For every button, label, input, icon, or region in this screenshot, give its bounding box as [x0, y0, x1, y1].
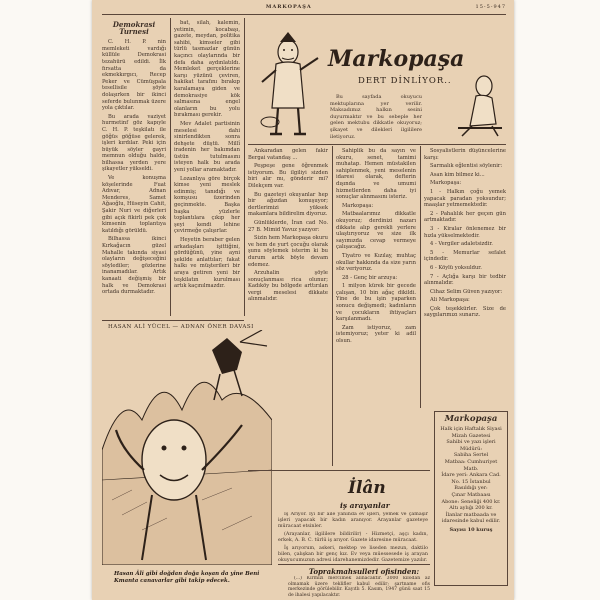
- article-paragraph: Matbaalarımız dikkatle okuyoruz; derdinizi nazarı dikkate alıp gerekli yerlere ulaştırıyoruz ve size ilk sayımızda cevap vermeye çalışacağız.: [336, 211, 416, 251]
- readers-letters-column: [248, 148, 328, 318]
- column-divider: [332, 146, 333, 466]
- article-paragraph: Günlüklerde, İran cad No. 27 B. Mimid Yavuz yazıyor:: [248, 219, 328, 233]
- colophon-line: Çınar Matbaası: [451, 491, 491, 498]
- article-paragraph: 6 - Köylü yoksuldur.: [430, 264, 482, 271]
- header-rule: [102, 14, 506, 15]
- article-paragraph: Ankaradan gelen fakir Bergai vatandaş ...: [248, 148, 328, 161]
- ads-body: [278, 512, 428, 564]
- ad-paragraph: İş Arıyor. İyi bir aile yanında ev işleri, yemek ve çamaşır işleri yapacak bir kadın aranıyor. Arayanlar gazeteye müracaat etsinler.: [278, 512, 428, 529]
- article-paragraph: Cihaz Selim Güven yazıyor:: [430, 288, 503, 295]
- colophon-line: Basıldığı yer:: [454, 485, 488, 492]
- ad-paragraph: (Arayanlar, ilgililere bildirilir) - Hizmetçi, aşçı kadın, erkek, A. B. C. türlü iş arıyor. Gazete idaresine müracaat.: [278, 532, 428, 543]
- article-paragraph: 1 milyon kürek bir gecede çalışan, 10 bin ağaç dikildi. Yine de bu işin yaparken sonucu değişmedi; kadınların ve çocukların ihtiyaçları karşılanmadı.: [336, 283, 416, 323]
- colophon-box: [434, 411, 508, 586]
- colophon-title: Markopaşa: [444, 414, 498, 424]
- column-divider: [244, 18, 245, 316]
- article-paragraph: Sarmalık eğlentisi söylenir:: [430, 163, 503, 170]
- running-header: [102, 4, 506, 12]
- article-paragraph: Zam istiyoruz, zam istemiyoruz; yeter ki adil olsun.: [336, 324, 416, 345]
- article-paragraph: 7 - Açlığa karşı bir tedbir alınmalıdır.: [424, 273, 506, 287]
- colophon-line: Sahibi ve yazı işleri Müdürü:: [446, 439, 496, 452]
- ads-title: İlân: [348, 478, 386, 498]
- colophon-line: Sayısı 10 kuruş: [449, 526, 493, 533]
- toprak-body: [288, 576, 430, 598]
- article-paragraph: bat, silah, kalemin, yetimin, kocabaşı, gazete, meydan, politika sahibi, kimseler gibi türlü tasmazlar günün kaçıncı olaylarında bir defa daha aydınlatıldı. Memleket gerçeklerine karşı yüzünü çeviren, hakikat tarafını bırakıp karalamaya giden ve demokrasiye kök salmasına engel olanların bu yolu bırakması gerekir.: [174, 20, 240, 119]
- article-paragraph: Bu sayfada okuyucu mektuplarına yer verilir. Maksadımız halkın sesini duyurmaktır ve bu sebeple her gelen mektubu dikkatle okuyoruz; şikayet ve dilekleri ilgililere iletiyoruz.: [330, 94, 422, 140]
- column-divider: [170, 18, 171, 316]
- cartoon-illustration: [102, 330, 272, 565]
- article-paragraph: Ve konuşma köşelerinde Fuat Adıvar, Adnan Menderes, Samet Ağaoğlu, Hüseyin Cahit, Şakir Nuri ve diğerleri gibi açık fikirli pek çok kimsenin toplantıya katıldığı görüldü.: [102, 175, 166, 234]
- readers-letters-column-2: [336, 148, 416, 468]
- article-paragraph: Sosyalistlerin düşüncelerine karşı:: [424, 148, 506, 161]
- pasha-figure-illustration: [248, 30, 328, 140]
- article-paragraph: 1 - Halkın çoğu yemek yapacak paradan yoksundur; maaşlar yetmemektedir.: [424, 188, 506, 209]
- article-paragraph: Mev Adalet partisinin meselesi dahi sinirlendikten sonra dehşete düştü. Millî iradenin her bakımdan üstün tutulmasını isteyen halk bu arada yeni yollar aramaktadır.: [174, 120, 240, 174]
- article-democracy: [102, 20, 166, 316]
- colophon-line: Matbaa: Cumhuriyet Matb.: [444, 458, 498, 472]
- article-paragraph: Markopaşa:: [342, 202, 374, 209]
- article-paragraph: Çok teşekkürler. Size de saygılarımızı sunarız.: [424, 305, 506, 319]
- article-paragraph: Lozanlıya göre birçok kimse yeni meslek edinmiş; tanıdığı ve komşusu üzerinden geçinmekte. Başka başka yüzlerle toplantılara çıkıp her şeyi kendi lehine çevirmeğe çalışırlar.: [174, 175, 240, 235]
- article-paragraph: Bu gazeteyi okuyanlar hep bir ağızdan konuşuyor; dertlerimizi yüksek makamlara bildirelim diyoruz.: [248, 191, 328, 218]
- article-paragraph: 4 - Vergiler adaletsizdir.: [430, 241, 493, 248]
- article-paragraph: Sizin hem Markopaşa okuru ve hem de yurt çocuğu olarak şunu söylemek isterim ki bu durum artık böyle devam edemez.: [248, 235, 328, 268]
- cartoon-top-rule: [102, 320, 244, 321]
- article-paragraph: Arzuhalin şöyle sonuçlanması rica olunur; Kadıköy bu bölgede arttırılan vergi meselesi dikkate alınmalıdır.: [248, 270, 328, 303]
- article-paragraph: Tiyatro ve Kızılay, muhtaç okullar hakkında da size yarın söz veriyoruz.: [336, 252, 416, 273]
- logo-subtitle: DERT DİNLİYOR..: [358, 76, 452, 86]
- article-paragraph: Bu arada vaziyet hurmetinf göz kapıyle C. H. P. teşkilatı ile göğüs göğüse gelerek, işleri kırdılar. Peki için büyük söyler gayri memnun olduğu halde, bilhassa yerden yere şikayetler yükseldi.: [102, 113, 166, 173]
- article-paragraph: C. H. P. nin memleketi vardığı küllüle Demokrasi tezahürü edildi. İlk fırsatta da ekmekkırgıcı, Recep Peker ve Cümüşpala tesellisile şöyle dolaşırken bir ikinci seferde bulunmak üzere yola çıktılar.: [102, 39, 166, 112]
- header-paper-name: MARKOPAŞA: [265, 4, 312, 10]
- toprak-paragraph: (...) Kırmızı mercimek alınacaktır. 3000 kilodan az olmamak üzere teklifler kabul edilir; şartname ofis merkezinde görülebilir. Kayıtlı 5. Kasım, 1947 günü saat 15 de ihalesi yapılacaktır.: [288, 576, 430, 598]
- article-paragraph: 28 - Genç bir arzuya:: [342, 274, 398, 281]
- article-title: Demokrasi Turnesi: [112, 20, 156, 36]
- article-paragraph: Sahiplik bu da sayın ve okuru, senet, tamimi muhatap. Hemen müstakilen sahiplenmek, yeni meselenin idaresi olarak, defterin dışında ve umumi hizmetlerden daha iyi sonuçlar alınmasını isteriz.: [336, 148, 416, 201]
- article-paragraph: 2 - Pahalılık her geçen gün artmaktadır.: [424, 210, 506, 224]
- article-paragraph: Asan kim bilmez ki...: [430, 171, 485, 178]
- colophon-line: İlanlar matbaada ve idaresinde kabul edilir.: [441, 511, 501, 525]
- seated-figure-illustration: [448, 70, 508, 140]
- header-date: 15-5-947: [475, 4, 506, 10]
- newspaper-page: [92, 0, 514, 600]
- article-paragraph: Peşpeşe gene öğrenmek istiyorum. Bu ilgiliyi sizden biri alır mı, gönderir mi? Dilekçem var.: [248, 163, 328, 189]
- right-column-letters: [424, 148, 506, 406]
- ads-bottom-rule: [278, 564, 430, 565]
- ads-subtitle: iş arayanlar: [340, 501, 390, 510]
- article-paragraph: 5 - Memurlar sefalet içindedir.: [424, 249, 506, 263]
- colophon-line: Sabiha Sertel: [453, 452, 489, 459]
- article-paragraph: Heyetin beraber gelen arkadaşları işittiğini, gördüğünü, yine ayni şekilde anlattılar; fakat halkı ve müşterileri bir araya getiren yeni bir teşkilatın kurulması artık kaçınılmazdır.: [174, 237, 240, 290]
- article-continuation: [174, 20, 240, 316]
- colophon-line: İdare yeri: Ankara Cad. No. 15 İstanbul: [441, 472, 501, 485]
- article-paragraph: Ali Markopaşa:: [430, 297, 470, 304]
- colophon-line: Halk için Haftalık Siyasi Mizah Gazetesi: [440, 426, 502, 439]
- toprak-heading: Toprakmahsulleri ofisinden:: [308, 567, 420, 576]
- article-paragraph: Bilhassa ikinci Kırkağacın güzel Mahalle takında siyasi olayların değişeceğini söylediler; gözlerine inanamadılar. Artık kanaati değişmiş bir halk ve Demokrasi ortada durmaktadır.: [102, 236, 166, 296]
- article-paragraph: 3 - Kiralar önlenemez bir hızla yükselmektedir.: [424, 225, 506, 239]
- cartoon-top-caption: HASAN ALİ YÜCEL — ADNAN ÖNER DAVASI: [108, 324, 254, 330]
- ads-top-rule: [248, 470, 430, 471]
- article-paragraph: Markopaşa:: [430, 180, 462, 187]
- colophon-body: [435, 424, 507, 536]
- cartoon-bottom-caption: Hasan Âli gibi doğdan doğa koşan da yine Beni Kmanta canavarlar gibi takip edecek.: [114, 571, 260, 584]
- markopasa-logo: Markopaşa: [328, 46, 465, 72]
- section-rule: [248, 144, 506, 145]
- column-divider: [420, 146, 421, 408]
- colophon-line: Abone: Seneliği 400 kr. Altı aylığı 200 kr.: [441, 498, 501, 512]
- ad-paragraph: İş arıyorum, askeri, mektep ve liseden mezun, daktilo bilen, çalışkan bir genç kız. Ev veya müessesede iş arayan okuyucumuzun adresi idarehanemizdedir. Gazetemize yazılır.: [278, 546, 428, 563]
